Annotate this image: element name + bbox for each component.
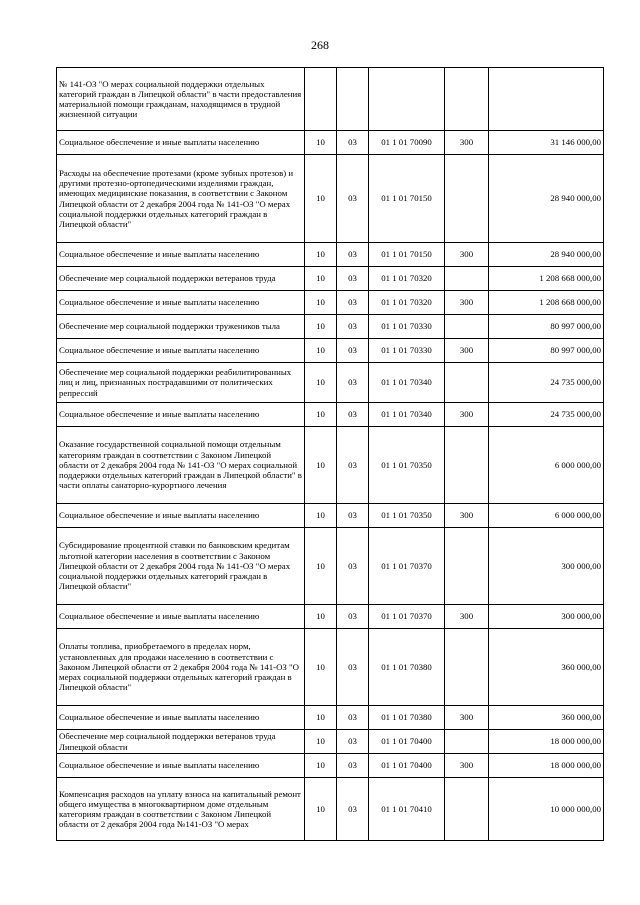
table-row [57, 363, 604, 403]
row-amount-cell: 360 000,00 [489, 629, 604, 706]
row-amount-cell: 6 000 000,00 [489, 427, 604, 504]
row-subsection-cell: 03 [337, 504, 369, 528]
row-section-cell: 10 [305, 243, 337, 267]
row-expense-type-cell: 300 [445, 504, 489, 528]
table-row [57, 131, 604, 155]
budget-table-body [57, 68, 604, 841]
row-amount-cell: 24 735 000,00 [489, 363, 604, 403]
row-name-cell: Субсидирование процентной ставки по банковским кредитам льготной категории населения в соответствии с Законом Липецкой области от 2 декабря 2004 года № 141-ОЗ "О мерах социальной поддержки отдельных категорий граждан в Липецкой области" [57, 528, 305, 605]
row-section-cell: 10 [305, 315, 337, 339]
row-section-cell: 10 [305, 339, 337, 363]
row-target-article-cell: 01 1 01 70350 [369, 427, 445, 504]
table-row [57, 778, 604, 841]
row-expense-type-cell: 300 [445, 403, 489, 427]
table-row [57, 267, 604, 291]
row-section-cell: 10 [305, 778, 337, 841]
row-name-cell: Социальное обеспечение и иные выплаты населению [57, 339, 305, 363]
table-row [57, 754, 604, 778]
row-name-cell: Расходы на обеспечение протезами (кроме зубных протезов) и другими протезно-ортопедическими изделиями граждан, имеющих медицинские показания, в соответствии с Законом Липецкой области от 2 декабря 2004 года № 141-ОЗ "О мерах социальной поддержки отдельных категорий граждан в Липецкой области" [57, 155, 305, 243]
row-section-cell: 10 [305, 427, 337, 504]
row-name-cell: Социальное обеспечение и иные выплаты населению [57, 131, 305, 155]
table-row [57, 504, 604, 528]
row-amount-cell: 28 940 000,00 [489, 243, 604, 267]
row-expense-type-cell [445, 629, 489, 706]
row-subsection-cell: 03 [337, 363, 369, 403]
row-subsection-cell: 03 [337, 706, 369, 730]
row-target-article-cell [369, 68, 445, 131]
row-subsection-cell: 03 [337, 778, 369, 841]
budget-table [56, 67, 604, 841]
row-target-article-cell: 01 1 01 70340 [369, 363, 445, 403]
row-amount-cell [489, 68, 604, 131]
row-amount-cell: 360 000,00 [489, 706, 604, 730]
row-expense-type-cell: 300 [445, 339, 489, 363]
row-section-cell: 10 [305, 403, 337, 427]
row-amount-cell: 300 000,00 [489, 528, 604, 605]
row-subsection-cell: 03 [337, 730, 369, 754]
row-subsection-cell: 03 [337, 403, 369, 427]
table-row [57, 427, 604, 504]
row-section-cell: 10 [305, 605, 337, 629]
row-target-article-cell: 01 1 01 70340 [369, 403, 445, 427]
row-target-article-cell: 01 1 01 70380 [369, 706, 445, 730]
row-subsection-cell: 03 [337, 315, 369, 339]
row-section-cell: 10 [305, 291, 337, 315]
row-name-cell: Социальное обеспечение и иные выплаты населению [57, 291, 305, 315]
page-number: 268 [311, 38, 329, 52]
row-subsection-cell: 03 [337, 427, 369, 504]
row-target-article-cell: 01 1 01 70330 [369, 315, 445, 339]
row-section-cell: 10 [305, 706, 337, 730]
table-row [57, 339, 604, 363]
row-name-cell: Социальное обеспечение и иные выплаты населению [57, 403, 305, 427]
row-amount-cell: 10 000 000,00 [489, 778, 604, 841]
row-expense-type-cell: 300 [445, 291, 489, 315]
table-row [57, 403, 604, 427]
row-name-cell: Обеспечение мер социальной поддержки ветеранов труда [57, 267, 305, 291]
row-name-cell: № 141-ОЗ "О мерах социальной поддержки отдельных категорий граждан в Липецкой области" в части предоставления материальной помощи гражданам, находящимся в трудной жизненной ситуации [57, 68, 305, 131]
table-row [57, 605, 604, 629]
row-expense-type-cell [445, 528, 489, 605]
row-expense-type-cell [445, 267, 489, 291]
row-amount-cell: 80 997 000,00 [489, 315, 604, 339]
table-row [57, 528, 604, 605]
row-expense-type-cell: 300 [445, 605, 489, 629]
row-amount-cell: 300 000,00 [489, 605, 604, 629]
row-target-article-cell: 01 1 01 70380 [369, 629, 445, 706]
row-expense-type-cell [445, 68, 489, 131]
table-row [57, 155, 604, 243]
row-subsection-cell: 03 [337, 131, 369, 155]
row-section-cell: 10 [305, 754, 337, 778]
row-section-cell: 10 [305, 267, 337, 291]
row-target-article-cell: 01 1 01 70090 [369, 131, 445, 155]
row-amount-cell: 1 208 668 000,00 [489, 267, 604, 291]
row-amount-cell: 18 000 000,00 [489, 730, 604, 754]
table-row [57, 706, 604, 730]
row-target-article-cell: 01 1 01 70150 [369, 155, 445, 243]
row-name-cell: Социальное обеспечение и иные выплаты населению [57, 605, 305, 629]
row-amount-cell: 18 000 000,00 [489, 754, 604, 778]
row-name-cell: Обеспечение мер социальной поддержки ветеранов труда Липецкой области [57, 730, 305, 754]
row-amount-cell: 24 735 000,00 [489, 403, 604, 427]
row-expense-type-cell: 300 [445, 243, 489, 267]
row-subsection-cell: 03 [337, 339, 369, 363]
row-amount-cell: 80 997 000,00 [489, 339, 604, 363]
row-target-article-cell: 01 1 01 70320 [369, 267, 445, 291]
row-name-cell: Оплаты топлива, приобретаемого в пределах норм, установленных для продажи населению в соответствии с Законом Липецкой области от 2 декабря 2004 года № 141-ОЗ "О мерах социальной поддержки отдельных категорий граждан в Липецкой области" [57, 629, 305, 706]
row-expense-type-cell: 300 [445, 131, 489, 155]
row-section-cell [305, 68, 337, 131]
row-target-article-cell: 01 1 01 70410 [369, 778, 445, 841]
row-section-cell: 10 [305, 363, 337, 403]
row-target-article-cell: 01 1 01 70320 [369, 291, 445, 315]
row-target-article-cell: 01 1 01 70370 [369, 528, 445, 605]
table-row [57, 629, 604, 706]
row-amount-cell: 31 146 000,00 [489, 131, 604, 155]
row-target-article-cell: 01 1 01 70150 [369, 243, 445, 267]
row-amount-cell: 28 940 000,00 [489, 155, 604, 243]
row-subsection-cell: 03 [337, 528, 369, 605]
table-row [57, 243, 604, 267]
row-subsection-cell: 03 [337, 267, 369, 291]
row-name-cell: Компенсация расходов на уплату взноса на капитальный ремонт общего имущества в многоквартирном доме отдельным категориям граждан в соответствии с Законом Липецкой области от 2 декабря 2004 года №141-ОЗ "О мерах [57, 778, 305, 841]
row-name-cell: Обеспечение мер социальной поддержки реабилитированных лиц и лиц, признанных пострадавшими от политических репрессий [57, 363, 305, 403]
row-expense-type-cell [445, 155, 489, 243]
row-subsection-cell [337, 68, 369, 131]
table-row [57, 68, 604, 131]
table-row [57, 315, 604, 339]
row-expense-type-cell [445, 363, 489, 403]
table-row [57, 730, 604, 754]
row-section-cell: 10 [305, 730, 337, 754]
row-subsection-cell: 03 [337, 243, 369, 267]
row-name-cell: Оказание государственной социальной помощи отдельным категориям граждан в соответствии с Законом Липецкой области от 2 декабря 2004 года № 141-ОЗ "О мерах социальной поддержки отдельных категорий граждан в Липецкой области" в части оплаты санаторно-курортного лечения [57, 427, 305, 504]
row-subsection-cell: 03 [337, 155, 369, 243]
row-name-cell: Социальное обеспечение и иные выплаты населению [57, 706, 305, 730]
row-expense-type-cell [445, 778, 489, 841]
row-target-article-cell: 01 1 01 70350 [369, 504, 445, 528]
row-name-cell: Социальное обеспечение и иные выплаты населению [57, 754, 305, 778]
row-expense-type-cell [445, 427, 489, 504]
row-amount-cell: 1 208 668 000,00 [489, 291, 604, 315]
row-section-cell: 10 [305, 155, 337, 243]
row-name-cell: Социальное обеспечение и иные выплаты населению [57, 504, 305, 528]
row-subsection-cell: 03 [337, 629, 369, 706]
row-expense-type-cell [445, 730, 489, 754]
row-target-article-cell: 01 1 01 70400 [369, 730, 445, 754]
row-target-article-cell: 01 1 01 70370 [369, 605, 445, 629]
row-name-cell: Социальное обеспечение и иные выплаты населению [57, 243, 305, 267]
row-subsection-cell: 03 [337, 291, 369, 315]
row-section-cell: 10 [305, 131, 337, 155]
row-name-cell: Обеспечение мер социальной поддержки тружеников тыла [57, 315, 305, 339]
row-amount-cell: 6 000 000,00 [489, 504, 604, 528]
row-expense-type-cell: 300 [445, 754, 489, 778]
row-section-cell: 10 [305, 528, 337, 605]
row-target-article-cell: 01 1 01 70400 [369, 754, 445, 778]
row-section-cell: 10 [305, 629, 337, 706]
table-row [57, 291, 604, 315]
row-section-cell: 10 [305, 504, 337, 528]
row-expense-type-cell: 300 [445, 706, 489, 730]
row-target-article-cell: 01 1 01 70330 [369, 339, 445, 363]
row-subsection-cell: 03 [337, 605, 369, 629]
row-expense-type-cell [445, 315, 489, 339]
row-subsection-cell: 03 [337, 754, 369, 778]
